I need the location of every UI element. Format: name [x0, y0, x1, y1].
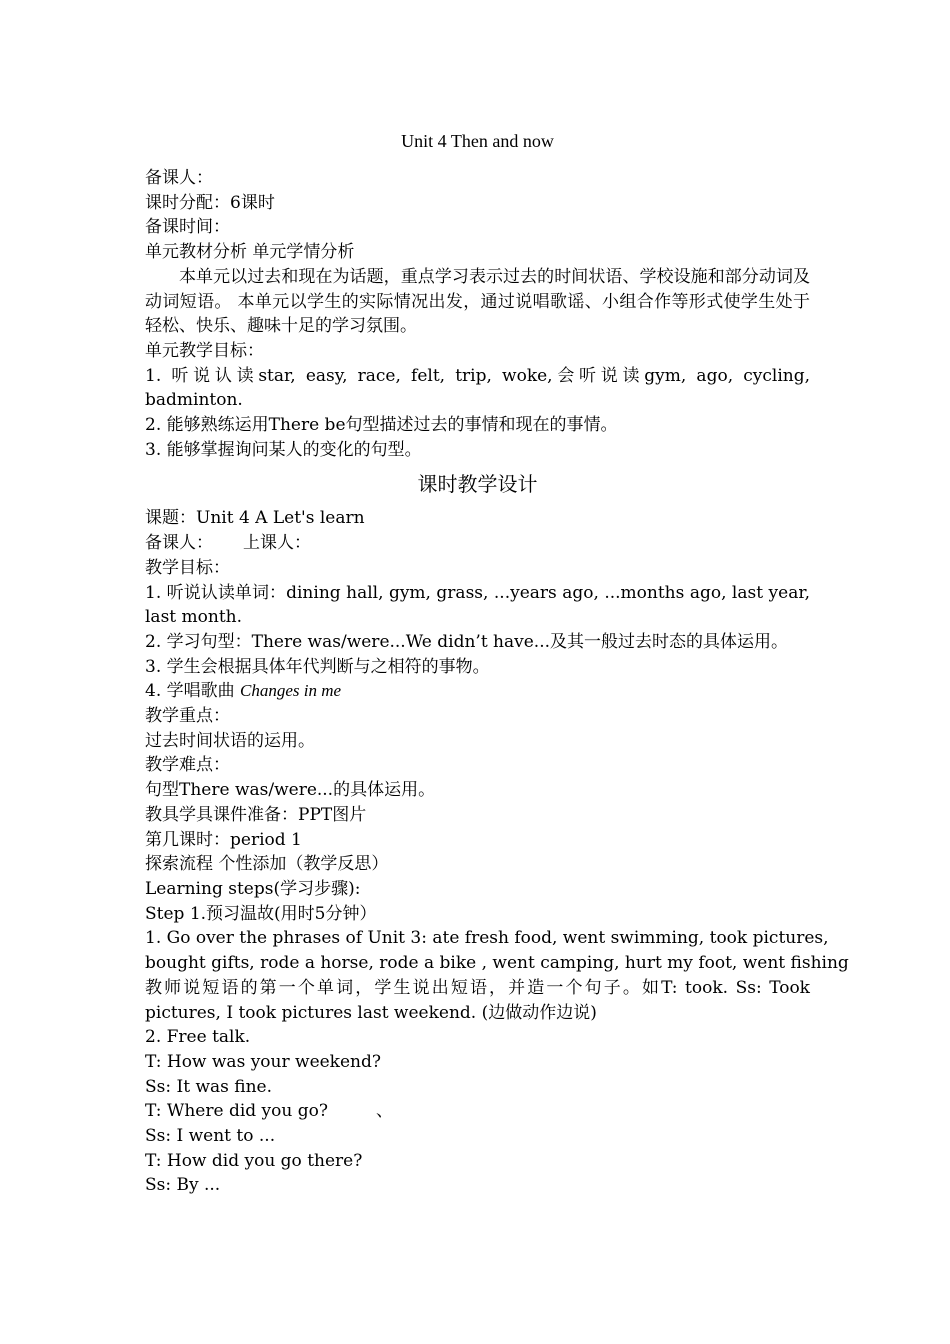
objective-item-1: 1. 听说认读单词：dining hall, gym, grass, ...years ago, ...months ago, last year, last month.: [145, 582, 810, 628]
key-points-text: 过去时间状语的运用。: [145, 730, 315, 751]
goal-item-2: 2. 能够熟练运用There be句型描述过去的事情和现在的事情。: [145, 415, 618, 436]
document-title: Unit 4 Then and now: [401, 131, 554, 151]
step-1-heading: Step 1.预习温故(用时5分钟）: [145, 903, 377, 924]
goal-item-1: 1. 听说认读star, easy, race, felt, trip, woke,会听说读gym, ago, cycling, badminton.: [145, 365, 810, 411]
objective-item-2: 2. 学习句型：There was/were...We didn’t have...及其一般过去时态的具体运用。: [145, 631, 789, 652]
lesson-design-heading: 课时教学设计: [417, 472, 538, 497]
periods-line: 课时分配：6课时: [145, 192, 275, 213]
lesson-teachers: [145, 531, 810, 556]
preparer-line: 备课人：: [145, 168, 213, 188]
goals-heading: 单元教学目标：: [145, 340, 264, 361]
dialogue-line-3-text: T: Where did you go?: [145, 1101, 328, 1122]
dialogue-mark: 、: [375, 1101, 393, 1122]
preparer-label: 备课人：: [145, 533, 213, 554]
step-1-item-1-description: 教师说短语的第一个单词，学生说出短语，并造一个句子。如T: took. Ss: Took pictures, I took pictures last weekend. (边做动作边说): [145, 977, 810, 1023]
dialogue-line-6: Ss: By ...: [145, 1175, 221, 1196]
analysis-heading: 单元教材分析 单元学情分析: [145, 242, 355, 263]
prep-time-line: 备课时间：: [145, 217, 230, 238]
dialogue-line-2: Ss: It was fine.: [145, 1076, 273, 1097]
objectives-heading: 教学目标：: [145, 557, 230, 578]
teacher-label: 上课人：: [243, 533, 311, 554]
difficulty-heading: 教学难点：: [145, 755, 230, 776]
step-1-item-1-line-2: bought gifts, rode a horse, rode a bike , went camping, hurt my foot, went fishing: [145, 953, 849, 974]
goal-item-3: 3. 能够掌握询问某人的变化的句型。: [145, 439, 422, 460]
song-title: Changes in me: [240, 681, 342, 701]
analysis-paragraph: 本单元以过去和现在为话题，重点学习表示过去的时间状语、学校设施和部分动词及动词短语。 本单元以学生的实际情况出发，通过说唱歌谣、小组合作等形式使学生处于轻松、快乐、趣味十足的学习氛围。: [145, 266, 810, 337]
dialogue-line-4: Ss: I went to ...: [145, 1126, 276, 1147]
dialogue-line-3: [145, 1099, 810, 1124]
step-1-item-2: 2. Free talk.: [145, 1027, 251, 1048]
steps-heading: Learning steps(学习步骤):: [145, 878, 361, 899]
materials-line: 教具学具课件准备：PPT图片: [145, 804, 367, 825]
step-1-item-1-line-1: 1. Go over the phrases of Unit 3: ate fresh food, went swimming, took pictures,: [145, 928, 829, 949]
objective-item-4: [145, 679, 810, 704]
flow-heading: 探索流程 个性添加（教学反思）: [145, 854, 389, 875]
period-line: 第几课时：period 1: [145, 829, 302, 850]
objective-item-3: 3. 学生会根据具体年代判断与之相符的事物。: [145, 656, 490, 677]
song-prefix: 4. 学唱歌曲: [145, 681, 235, 702]
difficulty-text: 句型There was/were...的具体运用。: [145, 780, 436, 801]
dialogue-line-1: T: How was your weekend?: [145, 1051, 381, 1072]
lesson-topic: 课题：Unit 4 A Let's learn: [145, 508, 365, 529]
key-points-heading: 教学重点：: [145, 706, 230, 727]
document-body: [145, 126, 849, 1198]
dialogue-line-5: T: How did you go there?: [145, 1150, 363, 1171]
